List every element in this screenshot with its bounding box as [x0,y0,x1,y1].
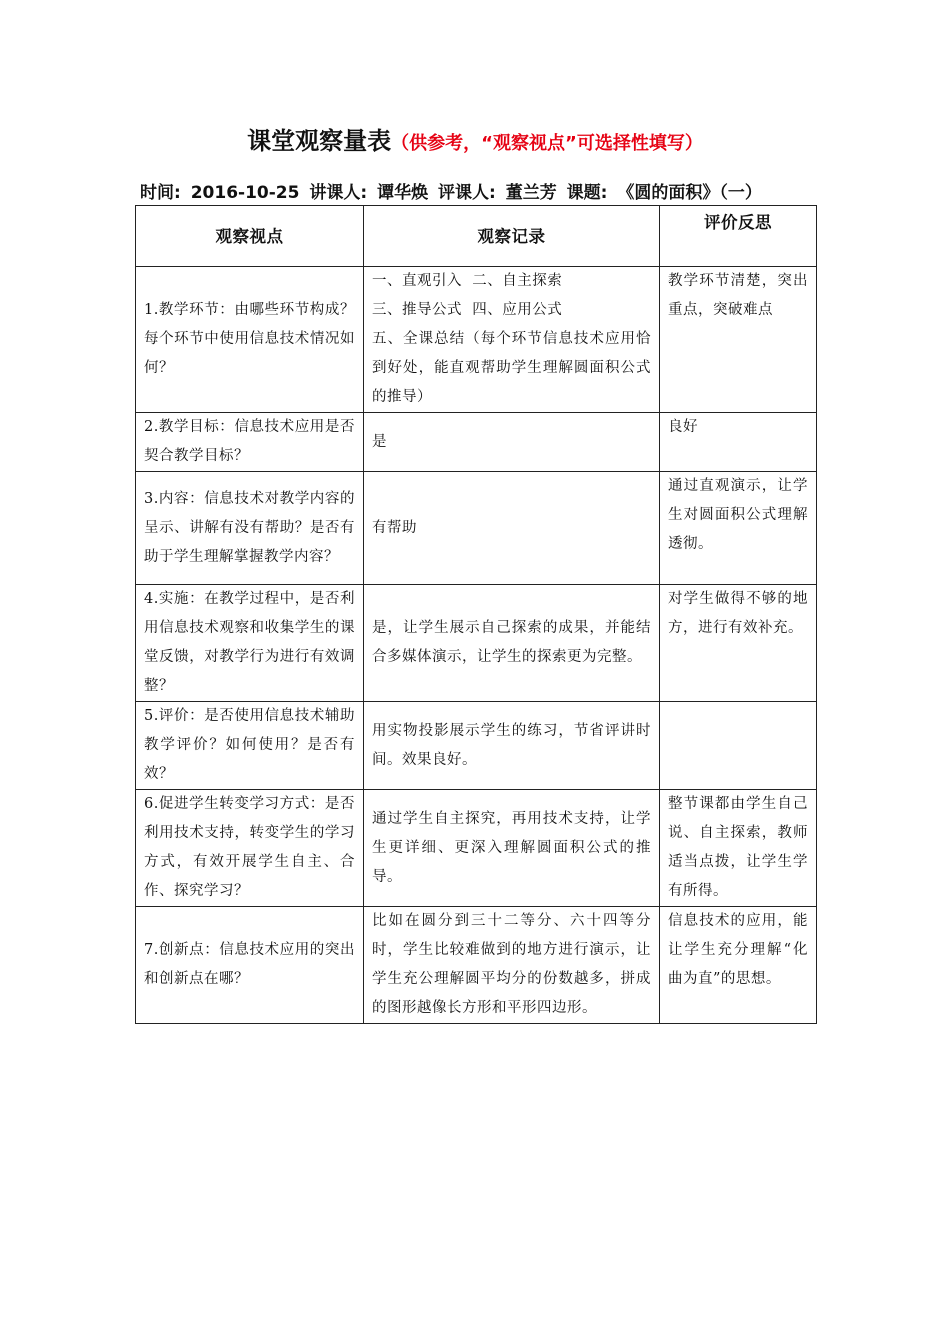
row-4-record: 是，让学生展示自己探索的成果，并能结合多媒体演示，让学生的探索更为完整。 [364,585,660,702]
row-6-record: 通过学生自主探究，再用技术支持，让学生更详细、更深入理解圆面积公式的推导。 [364,790,660,907]
table-row [136,907,817,1024]
title-main: 课堂观察量表 [247,127,392,155]
header-viewpoint: 观察视点 [136,206,364,267]
table-row [136,267,817,413]
row-3-record: 有帮助 [364,472,660,585]
row-5-reflection [660,702,817,790]
row-7-viewpoint: 7.创新点：信息技术应用的突出和创新点在哪？ [136,907,364,1024]
table-row [136,413,817,472]
lesson-meta: 时间: 2016-10-25 讲课人: 谭华焕 评课人: 董兰芳 课题: 《圆的面积》（一） [140,183,762,203]
row-5-record: 用实物投影展示学生的练习，节省评讲时间。效果良好。 [364,702,660,790]
title-note: （供参考，“观察视点”可选择性填写） [391,133,703,154]
row-6-viewpoint: 6.促进学生转变学习方式：是否利用技术支持，转变学生的学习方式，有效开展学生自主、合作、探究学习？ [136,790,364,907]
row-2-reflection: 良好 [660,413,817,472]
table-row [136,702,817,790]
page-title [0,121,950,156]
row-7-record: 比如在圆分到三十二等分、六十四等分时，学生比较难做到的地方进行演示，让学生充公理解圆平均分的份数越多，拼成的图形越像长方形和平形四边形。 [364,907,660,1024]
row-6-reflection: 整节课都由学生自己说、自主探索，教师适当点拨，让学生学有所得。 [660,790,817,907]
row-3-reflection: 通过直观演示，让学生对圆面积公式理解透彻。 [660,472,817,585]
row-1-record [364,267,660,413]
row-5-viewpoint: 5.评价：是否使用信息技术辅助教学评价？如何使用？是否有效？ [136,702,364,790]
header-record: 观察记录 [364,206,660,267]
table-row [136,585,817,702]
row-4-reflection: 对学生做得不够的地方，进行有效补充。 [660,585,817,702]
row-1-record-line-2: 三、推导公式 四、应用公式 [372,302,563,318]
row-1-reflection: 教学环节清楚，突出重点，突破难点 [660,267,817,413]
table-row [136,790,817,907]
observation-table [135,205,817,1024]
row-4-viewpoint: 4.实施：在教学过程中，是否利用信息技术观察和收集学生的课堂反馈，对教学行为进行有效调整？ [136,585,364,702]
table-row [136,472,817,585]
row-1-record-line-1: 一、直观引入 二、自主探索 [372,273,563,289]
row-2-viewpoint: 2.教学目标：信息技术应用是否契合教学目标？ [136,413,364,472]
row-1-viewpoint: 1.教学环节：由哪些环节构成？每个环节中使用信息技术情况如何？ [136,267,364,413]
row-7-reflection: 信息技术的应用，能让学生充分理解“化曲为直”的思想。 [660,907,817,1024]
row-3-viewpoint: 3.内容：信息技术对教学内容的呈示、讲解有没有帮助？是否有助于学生理解掌握教学内容？ [136,472,364,585]
row-1-record-line-3: 五、全课总结（每个环节信息技术应用恰到好处，能直观帮助学生理解圆面积公式的推导） [372,331,651,405]
table-header-row [136,206,817,267]
header-reflection: 评价反思 [660,206,817,267]
row-2-record: 是 [364,413,660,472]
